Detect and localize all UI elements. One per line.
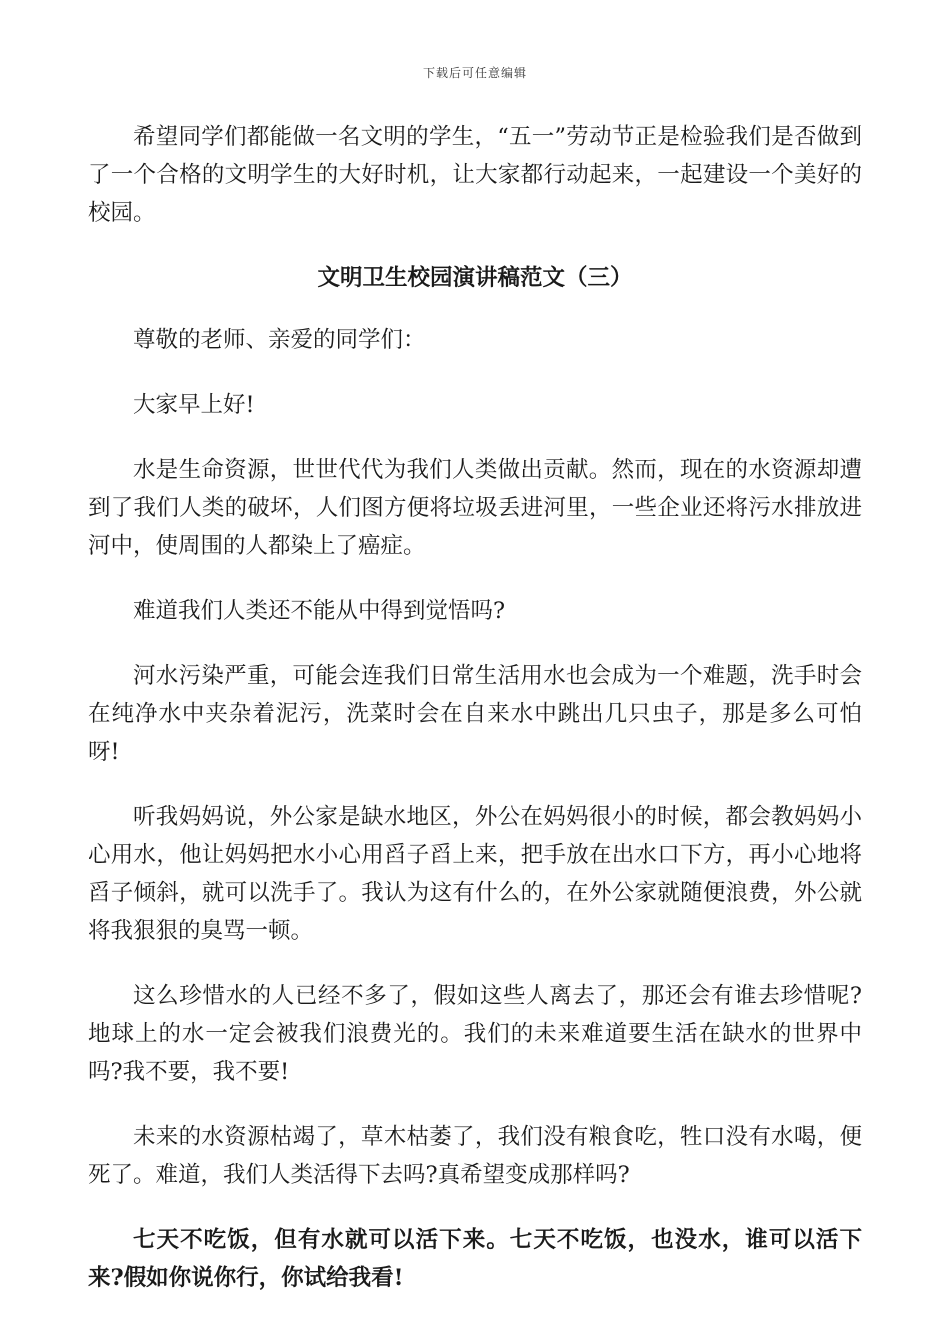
paragraph-cherish-water: 这么珍惜水的人已经不多了，假如这些人离去了，那还会有谁去珍惜呢?地球上的水一定会被我们浪费光的。我们的未来难道要生活在缺水的世界中吗?我不要，我不要! [88, 983, 862, 1085]
paragraph-future: 未来的水资源枯竭了，草木枯萎了，我们没有粮食吃，牲口没有水喝，便死了。难道，我们人类活得下去吗?真希望变成那样吗? [88, 1124, 862, 1188]
paragraph-question: 难道我们人类还不能从中得到觉悟吗? [133, 598, 506, 624]
document-body [88, 118, 862, 1324]
section-heading: 文明卫生校园演讲稿范文（三） [317, 265, 633, 291]
paragraph-grandfather: 听我妈妈说，外公家是缺水地区，外公在妈妈很小的时候，都会教妈妈小心用水，他让妈妈把水小心用舀子舀上来，把手放在出水口下方，再小心地将舀子倾斜，就可以洗手了。我认为这有什么的，在外公家就随便浪费，外公就将我狠狠的臭骂一顿。 [88, 804, 862, 944]
paragraph-closing: 希望同学们都能做一名文明的学生，“五一”劳动节正是检验我们是否做到了一个合格的文明学生的大好时机，让大家都行动起来，一起建设一个美好的校园。 [88, 124, 862, 226]
header-note: 下载后可任意编辑 [422, 66, 527, 80]
paragraph-greeting: 大家早上好! [133, 392, 255, 418]
paragraph-water-resource: 水是生命资源，世世代代为我们人类做出贡献。然而，现在的水资源却遭到了我们人类的破坏，人们图方便将垃圾丢进河里，一些企业还将污水排放进河中，使周围的人都染上了癌症。 [88, 457, 862, 559]
paragraph-pollution: 河水污染严重，可能会连我们日常生活用水也会成为一个难题，洗手时会在纯净水中夹杂着泥污，洗菜时会在自来水中跳出几只虫子，那是多么可怕呀! [88, 663, 862, 765]
paragraph-bold-emphasis: 七天不吃饭，但有水就可以活下来。七天不吃饭，也没水，谁可以活下来?假如你说你行，你试给我看! [88, 1227, 862, 1291]
paragraph-salutation: 尊敬的老师、亲爱的同学们： [133, 327, 426, 353]
